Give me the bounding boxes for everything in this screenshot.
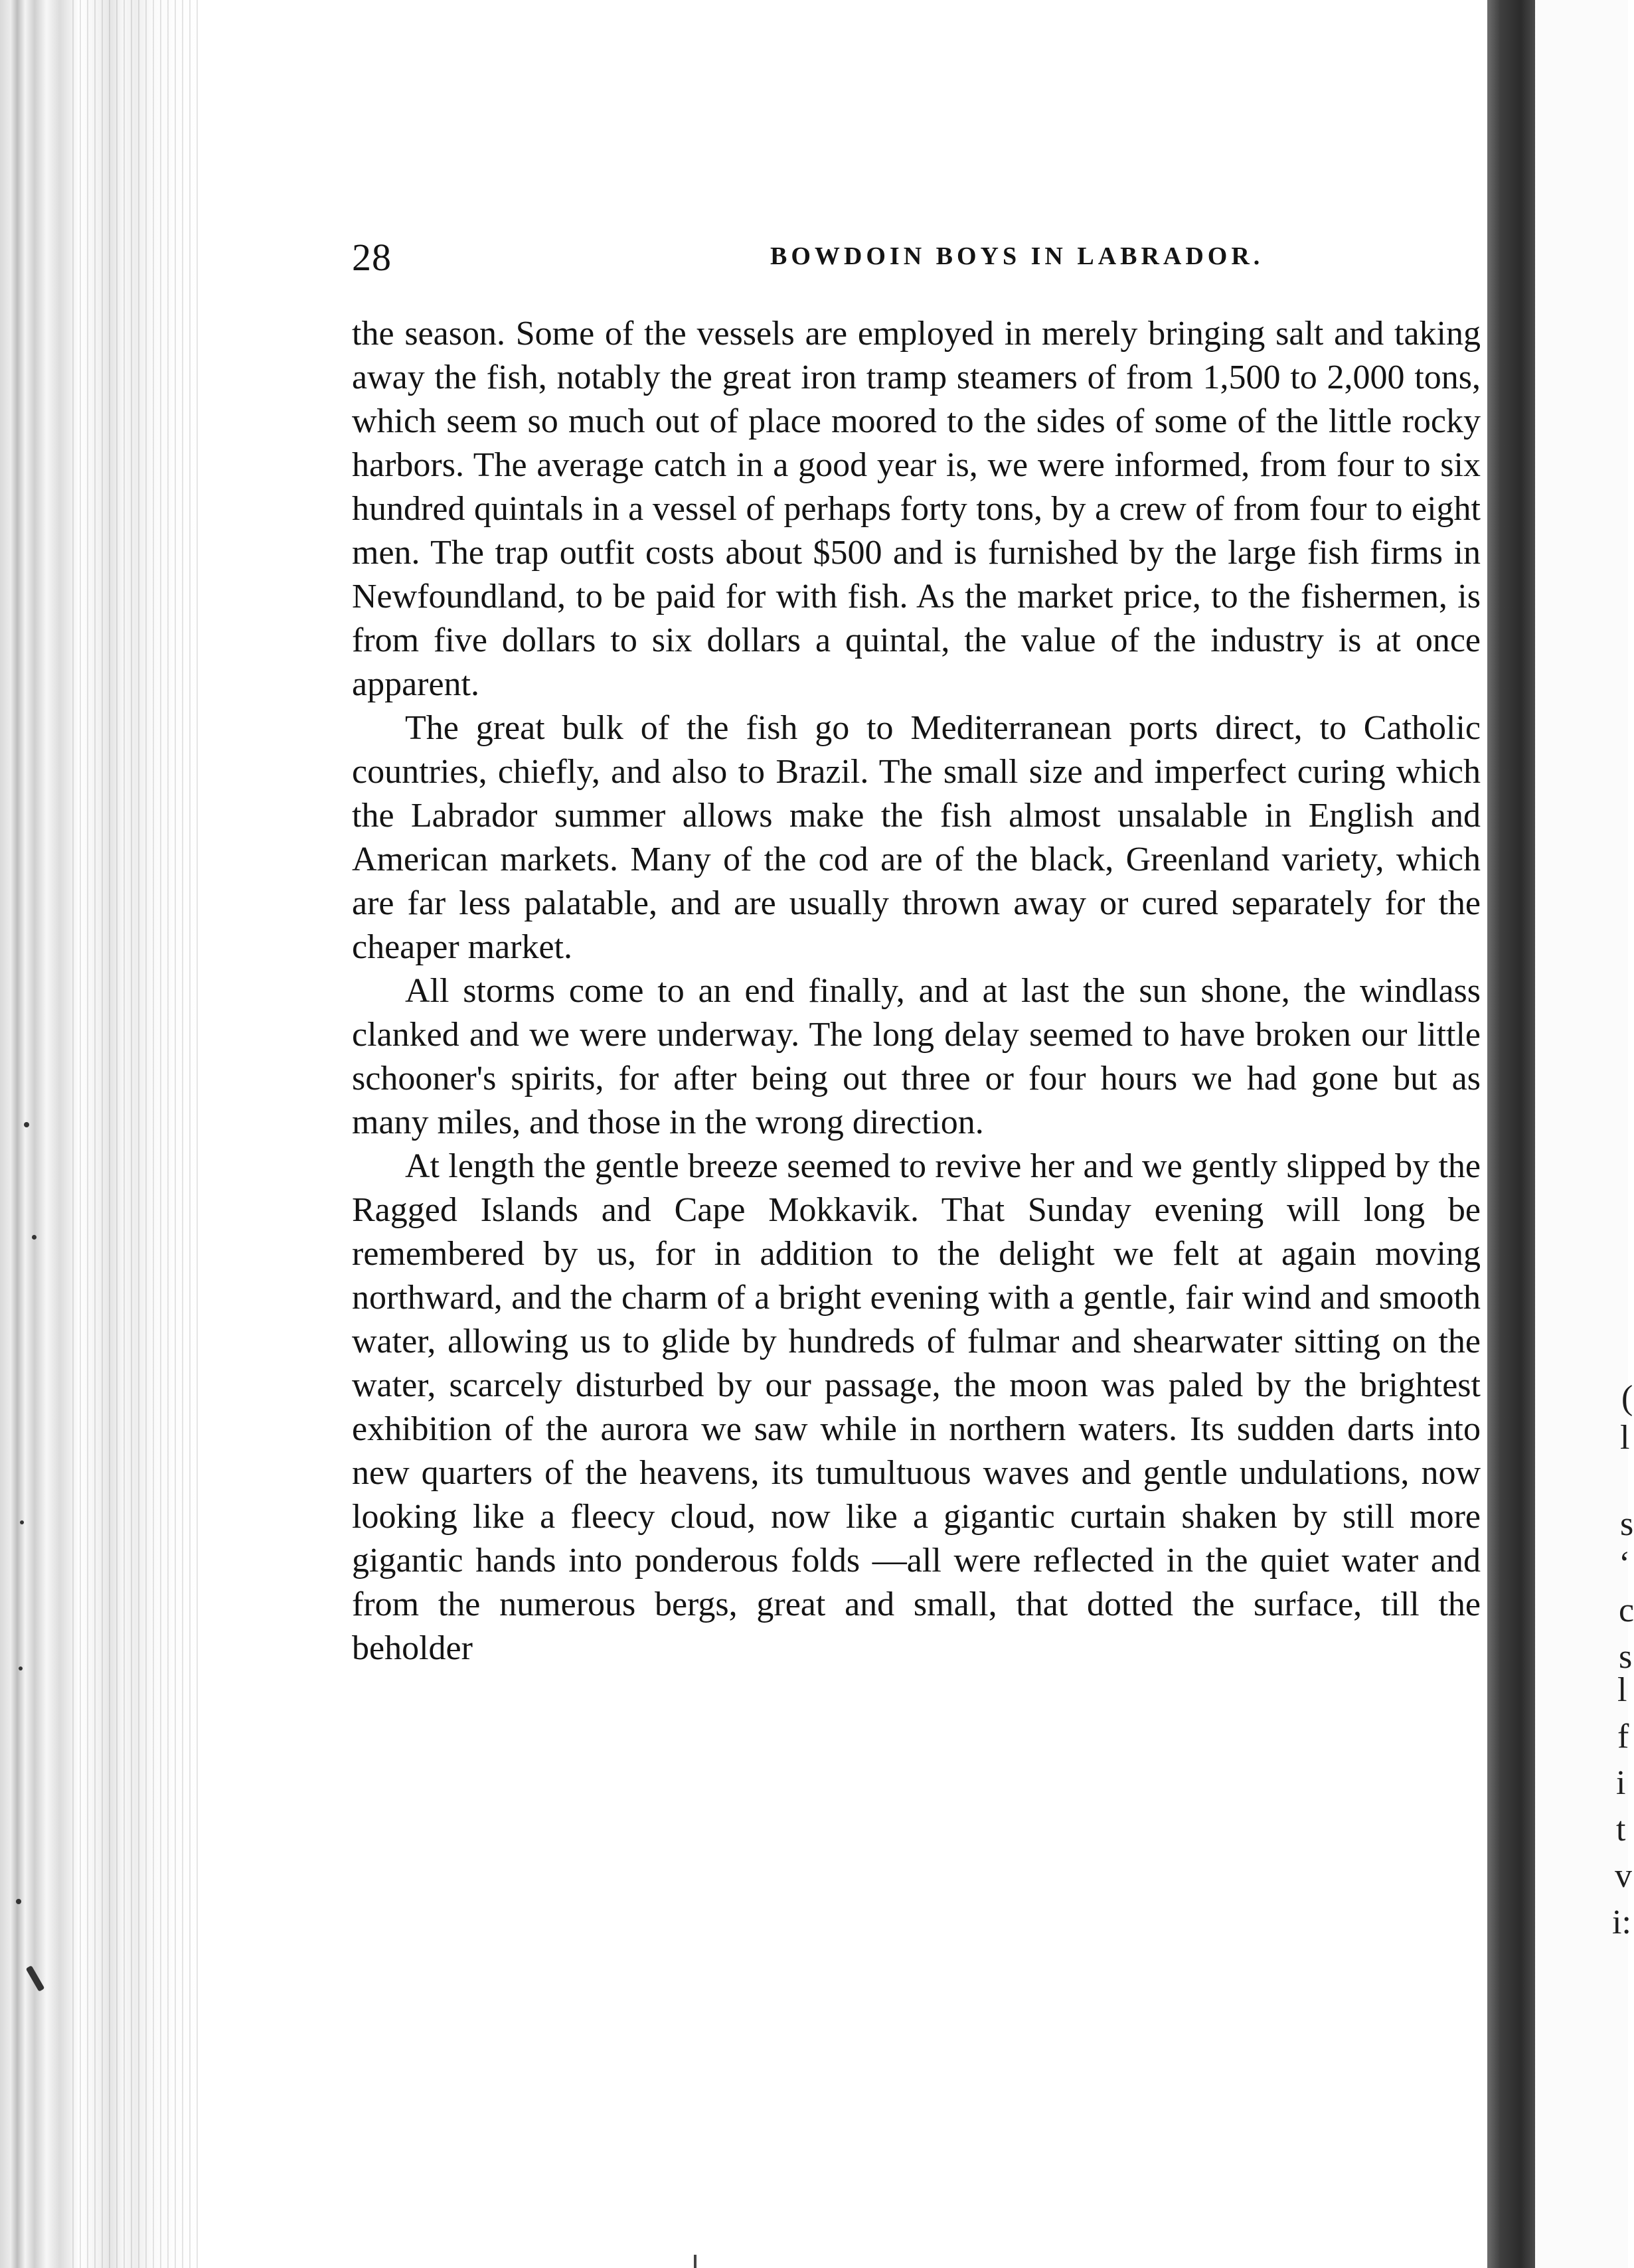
page-number: 28 (352, 236, 392, 279)
left-binding-page-edges (0, 0, 199, 2268)
facing-page-fragment: s (1619, 1638, 1633, 1676)
paragraph-1: the season. Some of the vessels are employed in merely bringing salt and taking away the fish, notably the great iron tramp steamers of from 1,500 to 2,000 tons, which seem so much out of place moored to the sides of some of the little rocky harbors. The average catch in a good year is, we were informed, from four to six hundred quintals in a vessel of perhaps forty tons, by a crew of from four to eight men. The trap outfit costs about $500 and is furnished by the large fish firms in Newfoundland, to be paid for with fish. As the market price, to the fishermen, is from five dollars to six dollars a quintal, the value of the industry is at once apparent. (352, 315, 1481, 703)
paragraph-4: At length the gentle breeze seemed to revive her and we gently slipped by the Ragged Islands and Cape Mokkavik. That Sunday evening will long be remembered by us, for in addition to the delight we felt at again moving northward, and the charm of a bright evening with a gentle, fair wind and smooth water, allowing us to glide by hundreds of fulmar and shearwater sitting on the water, scarcely disturbed by our passage, the moon was paled by the brightest exhibition of the aurora we saw while in northern waters. Its sudden darts into new quarters of the heavens, its tumultuous waves and gentle undulations, now looking like a fleecy cloud, now like a gigantic curtain shaken by still more gigantic hands into ponderous folds —all were reflected in the quiet water and from the numerous bergs, great and small, that dotted the surface, till the beholder (352, 1147, 1481, 1667)
facing-page-fragment: ‘ (1619, 1545, 1631, 1583)
speck (32, 1235, 37, 1240)
facing-page-fragment: s (1620, 1505, 1634, 1543)
facing-page-fragment: i: (1612, 1903, 1631, 1941)
facing-page-fragment: i (1616, 1764, 1626, 1802)
facing-page-fragment: ( (1621, 1379, 1633, 1417)
right-gutter-shadow (1487, 0, 1535, 2268)
speck (16, 1899, 21, 1904)
page-edge-lines (66, 0, 199, 2268)
facing-page-edge (1535, 0, 1634, 2268)
facing-page-fragment: f (1617, 1718, 1629, 1755)
facing-page-fragment: c (1619, 1591, 1634, 1629)
book-page (199, 0, 1487, 2268)
running-head (352, 235, 1494, 288)
speck (24, 1122, 29, 1127)
facing-page-fragment: l (1617, 1671, 1627, 1709)
speck (26, 1965, 45, 1992)
facing-page-fragment: t (1616, 1811, 1626, 1848)
paragraph-2: The great bulk of the fish go to Mediterranean ports direct, to Catholic countries, chiefly, and also to Brazil. The small size and imperfect curing which the Labrador summer allows make the fish almost unsalable in English and American markets. Many of the cod are of the black, Greenland variety, which are far less palatable, and are usually thrown away or cured separately for the cheaper market. (352, 709, 1481, 966)
body-text (352, 312, 1481, 1670)
speck (20, 1520, 24, 1524)
facing-page-fragment: v (1615, 1857, 1632, 1895)
facing-page-fragment: l (1620, 1419, 1630, 1457)
running-title: BOWDOIN BOYS IN LABRADOR. (770, 242, 1264, 270)
paragraph-3: All storms come to an end finally, and at last the sun shone, the windlass clanked and we were underway. The long delay seemed to have broken our little schooner's spirits, for after being out three or four hours we had gone but as many miles, and those in the wrong direction. (352, 972, 1481, 1141)
speck (19, 1666, 23, 1670)
bottom-tick-mark (694, 2255, 696, 2268)
